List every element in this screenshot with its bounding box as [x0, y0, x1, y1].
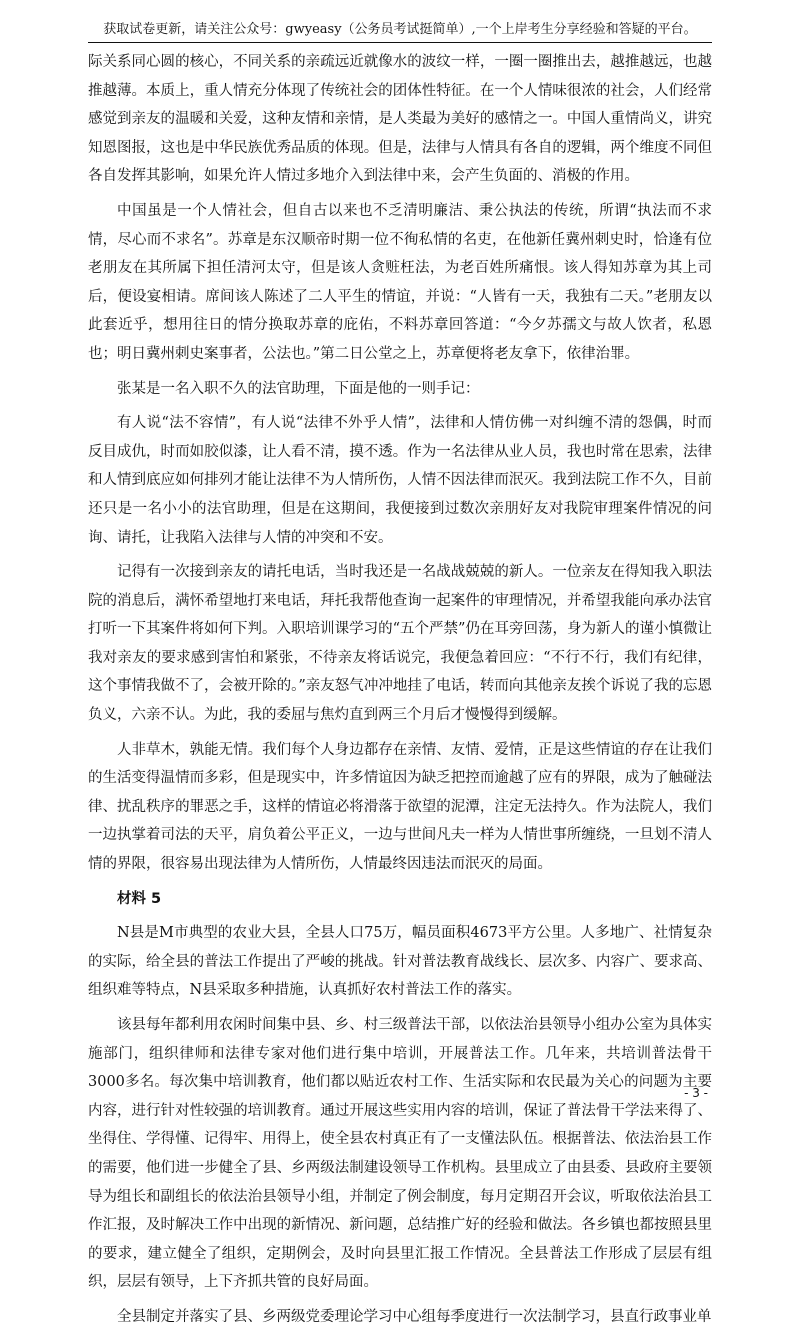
header-divider [88, 42, 712, 43]
paragraph: 有人说“法不容情”，有人说“法律不外乎人情”，法律和人情仿佛一对纠缠不清的怨偶，时而反目成仇，时而如胶似漆，让人看不清，摸不透。作为一名法律从业人员，我也时常在思索，法律和人情到底应如何排列才能让法律不为人情所伤，人情不因法律而泯灭。我到法院工作不久，目前还只是一名小小的法官助理，但是在这期间，我便接到过数次亲朋好友对我院审理案件情况的问询、请托，让我陷入法律与人情的冲突和不安。 [88, 415, 712, 546]
page-number: - 3 - [684, 1086, 708, 1100]
paragraph: 全县制定并落实了县、乡两级党委理论学习中心组每季度进行一次法制学习，县直行政事业单 [117, 1308, 712, 1325]
paragraph: 该县每年都利用农闲时间集中县、乡、村三级普法干部，以依法治县领导小组办公室为具体实施部门，组织律师和法律专家对他们进行集中培训，开展普法工作。几年来，共培训普法骨干3000多名。每次集中培训教育，他们都以贴近农村工作、生活实际和农民最为关心的问题为主要内容，进行针对性较强的培训教育。通过开展这些实用内容的培训，保证了普法骨干学法来得了、坐得住、学得懂、记得牢、用得上，使全县农村真正有了一支懂法队伍。根据普法、依法治县工作的需要，他们进一步健全了县、乡两级法制建设领导工作机构。县里成立了由县委、县政府主要领导为组长和副组长的依法治县领导小组，并制定了例会制度，每月定期召开会议，听取依法治县工作汇报，及时解决工作中出现的新情况、新问题，总结推广好的经验和做法。各乡镇也都按照县里的要求，建立健全了组织，定期例会，及时向县里汇报工作情况。全县普法工作形成了层层有组织，层层有领导，上下齐抓共管的良好局面。 [88, 1017, 712, 1291]
paragraph: N县是M市典型的农业大县，全县人口75万，幅员面积4673平方公里。人多地广、社情复杂的实际，给全县的普法工作提出了严峻的挑战。针对普法教育战线长、层次多、内容广、要求高、组织难等特点，N县采取多种措施，认真抓好农村普法工作的落实。 [88, 925, 712, 999]
section-title: 材料 5 [117, 890, 162, 907]
paragraph: 人非草木，孰能无情。我们每个人身边都存在亲情、友情、爱情，正是这些情谊的存在让我们的生活变得温情而多彩，但是现实中，许多情谊因为缺乏把控而逾越了应有的界限，成为了触碰法律、扰乱秩序的罪恶之手，这样的情谊必将滑落于欲望的泥潭，注定无法持久。作为法院人，我们一边执掌着司法的天平，肩负着公平正义，一边与世间凡夫一样为人情世事所缠绕，一旦划不清人情的界限，很容易出现法律为人情所伤，人情最终因违法而泯灭的局面。 [88, 741, 712, 873]
paragraph: 记得有一次接到亲友的请托电话，当时我还是一名战战兢兢的新人。一位亲友在得知我入职法院的消息后，满怀希望地打来电话，拜托我帮他查询一起案件的审理情况，并希望我能向承办法官打听一下其案件将如何下判。入职培训课学习的“五个严禁”仍在耳旁回荡，身为新人的谨小慎微让我对亲友的要求感到害怕和紧张，不待亲友将话说完，我便急着回应：“不行不行，我们有纪律，这个事情我做不了，会被开除的。”亲友怒气冲冲地挂了电话，转而向其他亲友挨个诉说了我的忘恩负义，六亲不认。为此，我的委屈与焦灼直到两三个月后才慢慢得到缓解。 [88, 564, 712, 724]
paragraph: 际关系同心圆的核心，不同关系的亲疏远近就像水的波纹一样，一圈一圈推出去，越推越远，也越推越薄。本质上，重人情充分体现了传统社会的团体性特征。在一个人情味很浓的社会，人们经常感觉到亲友的温暖和关爱，这种友情和亲情，是人类最为美好的感情之一。中国人重情尚义，讲究知恩图报，这也是中华民族优秀品质的体现。但是，法律与人情具有各自的逻辑，两个维度不同但各自发挥其影响，如果允许人情过多地介入到法律中来，会产生负面的、消极的作用。 [88, 54, 712, 185]
paragraph: 中国虽是一个人情社会，但自古以来也不乏清明廉洁、秉公执法的传统，所谓“执法而不求情，尽心而不求名”。苏章是东汉顺帝时期一位不徇私情的名吏，在他新任冀州刺史时，恰逢有位老朋友在其所属下担任清河太守，但是该人贪赃枉法，为老百姓所痛恨。该人得知苏章为其上司后，便设宴相请。席间该人陈述了二人平生的情谊，并说：“人皆有一天，我独有二天。”老朋友以此套近乎，想用往日的情分换取苏章的庇佑，不料苏章回答道：“今夕苏孺文与故人饮者，私恩也；明日冀州刺史案事者，公法也。”第二日公堂之上，苏章便将老友拿下，依律治罪。 [88, 202, 712, 362]
paragraph: 张某是一名入职不久的法官助理，下面是他的一则手记： [117, 380, 480, 397]
document-body [88, 48, 712, 1338]
page-header: 获取试卷更新，请关注公众号：gwyeasy（公务员考试挺简单）,一个上岸考生分享经验和答疑的平台。 [103, 22, 697, 37]
